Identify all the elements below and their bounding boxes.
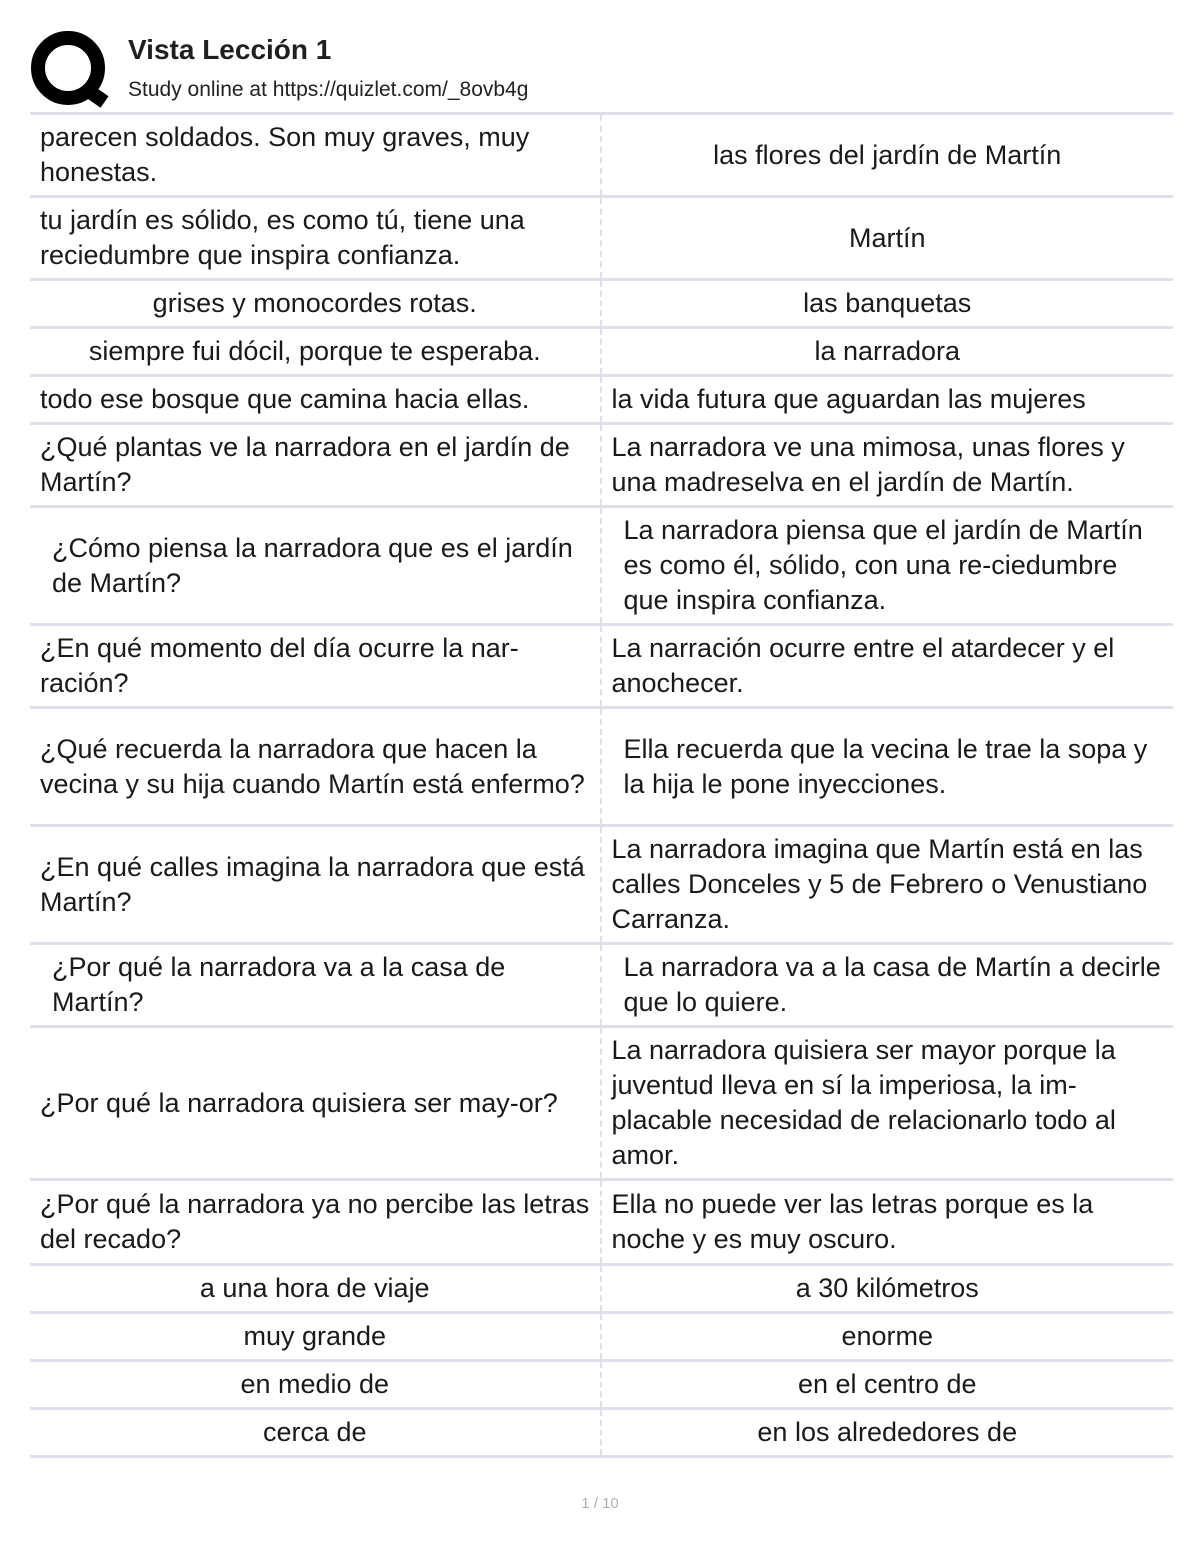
term-cell: muy grande [30, 1314, 602, 1359]
definition-cell: en el centro de [797, 1369, 977, 1399]
definition-cell: La narradora imagina que Martín está en las calles Donceles y 5 de Febrero o Venustiano Carranza. [611, 834, 1148, 934]
definition-cell: La narradora piensa que el jardín de Martín es como él, sólido, con una re-ciedumbre que inspira confianza. [623, 515, 1143, 615]
table-row [30, 115, 1173, 198]
table-row [30, 281, 1173, 329]
page-number: 1 / 10 [581, 1495, 619, 1512]
table-row [30, 425, 1173, 508]
table-row [30, 1266, 1173, 1314]
term-cell: ¿Por qué la narradora va a la casa de Martín? [30, 945, 602, 1025]
table-row [30, 1028, 1173, 1181]
definition-cell: a 30 kilómetros [795, 1273, 979, 1303]
definition-cell: La narradora ve una mimosa, unas flores y una madreselva en el jardín de Martín. [611, 432, 1125, 497]
term-cell: siempre fui dócil, porque te esperaba. [30, 329, 602, 374]
term-cell: a una hora de viaje [30, 1266, 602, 1311]
definition-cell: La narradora quisiera ser mayor porque la juventud lleva en sí la imperiosa, la im-placable necesidad de relacionarlo todo al amor. [611, 1035, 1116, 1170]
table-row [30, 508, 1173, 626]
flashcard-table [30, 112, 1173, 1458]
study-link[interactable]: Study online at https://quizlet.com/_8ovb4g [128, 78, 529, 101]
table-row [30, 709, 1173, 827]
definition-cell: Ella no puede ver las letras porque es la noche y es muy oscuro. [611, 1189, 1094, 1254]
definition-cell: La narradora va a la casa de Martín a decirle que lo quiere. [623, 952, 1161, 1017]
definition-cell: Martín [848, 222, 926, 253]
term-cell: ¿Qué recuerda la narradora que hacen la vecina y su hija cuando Martín está enfermo? [30, 709, 602, 824]
definition-cell: la narradora [814, 336, 961, 366]
definition-cell: enorme [841, 1321, 934, 1351]
definition-cell: en los alrededores de [757, 1417, 1018, 1447]
table-row [30, 198, 1173, 281]
term-cell: grises y monocordes rotas. [30, 281, 602, 326]
term-cell: ¿Qué plantas ve la narradora en el jardín de Martín? [30, 425, 602, 505]
term-cell: ¿En qué calles imagina la narradora que está Martín? [30, 827, 602, 942]
table-row [30, 1410, 1173, 1458]
definition-cell: las banquetas [803, 288, 972, 318]
term-cell: ¿Por qué la narradora quisiera ser may-or? [30, 1028, 602, 1178]
table-row [30, 945, 1173, 1028]
term-cell: parecen soldados. Son muy graves, muy honestas. [30, 115, 602, 195]
definition-cell: Ella recuerda que la vecina le trae la sopa y la hija le pone inyecciones. [623, 733, 1148, 799]
quizlet-logo-icon [30, 30, 110, 110]
definition-cell: las flores del jardín de Martín [713, 139, 1062, 170]
term-cell: ¿Cómo piensa la narradora que es el jardín de Martín? [30, 508, 602, 623]
definition-cell: La narración ocurre entre el atardecer y el anochecer. [611, 633, 1115, 698]
term-cell: tu jardín es sólido, es como tú, tiene una reciedumbre que inspira confianza. [30, 198, 602, 278]
table-row [30, 626, 1173, 709]
term-cell: ¿En qué momento del día ocurre la nar-ración? [30, 626, 602, 706]
term-cell: ¿Por qué la narradora ya no percibe las letras del recado? [30, 1181, 602, 1263]
table-row [30, 827, 1173, 945]
table-row [30, 1181, 1173, 1266]
definition-cell: la vida futura que aguardan las mujeres [611, 384, 1086, 414]
table-row [30, 1314, 1173, 1362]
term-cell: cerca de [30, 1410, 602, 1455]
page-title: Vista Lección 1 [128, 34, 332, 65]
term-cell: en medio de [30, 1362, 602, 1407]
table-row [30, 1362, 1173, 1410]
table-row [30, 377, 1173, 425]
table-row [30, 329, 1173, 377]
page-header [30, 30, 1175, 110]
term-cell: todo ese bosque que camina hacia ellas. [30, 377, 602, 422]
